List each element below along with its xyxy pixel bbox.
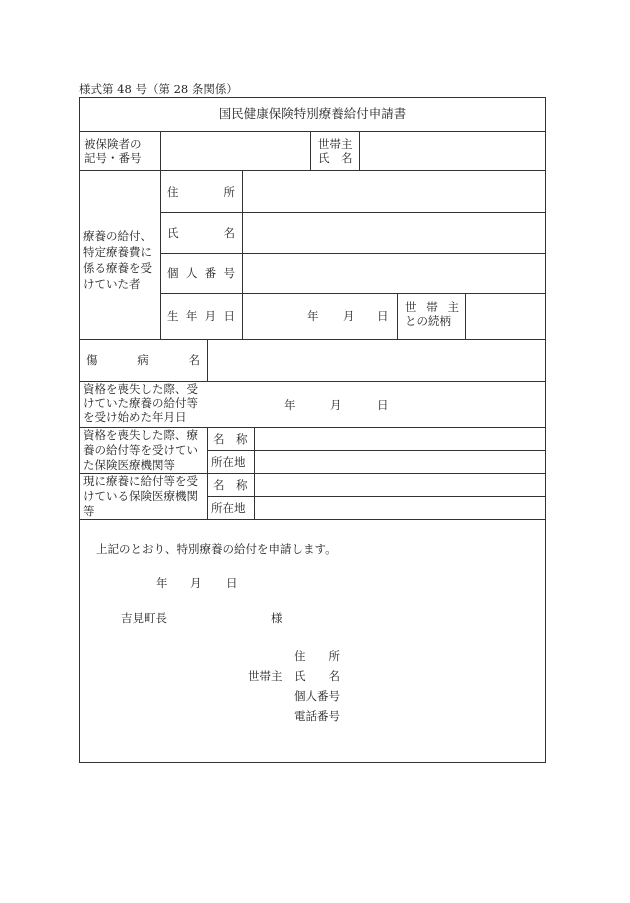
birth-month-unit: 月 <box>343 309 355 323</box>
honorific: 様 <box>271 611 283 625</box>
start-date-field[interactable] <box>208 382 545 427</box>
disease-field[interactable] <box>208 340 545 381</box>
prev-inst-name-label: 名 称 <box>213 432 248 446</box>
applicant-phone-label: 電話番号 <box>294 709 340 723</box>
birth-year-unit: 年 <box>307 309 319 323</box>
addressee: 吉見町長 <box>121 611 167 625</box>
applicant-personal-number-label: 個人番号 <box>294 689 340 703</box>
start-month-unit: 月 <box>330 398 342 412</box>
personal-number-field[interactable] <box>243 254 545 293</box>
start-day-unit: 日 <box>377 398 389 412</box>
curr-institution-label: 現に療養に給付等を受 けている保険医療機関 等 <box>83 474 198 518</box>
form-reference: 様式第 48 号（第 28 条関係） <box>79 82 238 96</box>
apply-month-unit: 月 <box>190 576 202 590</box>
prev-inst-location-field[interactable] <box>255 451 545 473</box>
name-label: 氏名 <box>167 226 235 240</box>
declaration-statement: 上記のとおり、特別療養の給付を申請します。 <box>96 542 337 556</box>
relationship-label: 世帯主 との続柄 <box>405 300 459 328</box>
form-title: 国民健康保険特別療養給付申請書 <box>218 106 407 121</box>
recipient-label: 療養の給付、 特定療養費に 係る療養を受 けていた者 <box>83 229 152 291</box>
birthdate-field[interactable] <box>243 294 397 339</box>
curr-inst-name-field[interactable] <box>255 474 545 496</box>
curr-inst-name-label: 名 称 <box>213 478 248 492</box>
start-year-unit: 年 <box>284 398 296 412</box>
birthdate-label: 生年月日 <box>167 309 235 323</box>
householder-name-field[interactable] <box>360 132 545 170</box>
address-field[interactable] <box>243 171 545 212</box>
personal-number-label: 個人番号 <box>167 266 235 280</box>
applicant-name-label: 氏 名 <box>294 669 340 683</box>
start-date-label: 資格を喪失した際、受 けていた療養の給付等 を受け始めた年月日 <box>83 382 198 424</box>
birth-day-unit: 日 <box>377 309 389 323</box>
insured-number-field[interactable] <box>161 132 310 170</box>
relationship-field[interactable] <box>466 294 545 339</box>
address-label: 住所 <box>167 185 235 199</box>
householder-label: 世帯主 <box>248 669 283 683</box>
name-field[interactable] <box>243 213 545 253</box>
curr-inst-location-label: 所在地 <box>211 501 246 515</box>
prev-inst-name-field[interactable] <box>255 428 545 450</box>
prev-institution-label: 資格を喪失した際、療 養の給付等を受けてい た保険医療機関等 <box>83 428 198 472</box>
apply-day-unit: 日 <box>226 576 238 590</box>
curr-inst-location-field[interactable] <box>255 497 545 519</box>
disease-label: 傷病名 <box>86 353 200 367</box>
insured-number-label: 被保険者の 記号・番号 <box>84 137 142 165</box>
apply-year-unit: 年 <box>156 576 168 590</box>
prev-inst-location-label: 所在地 <box>211 455 246 469</box>
applicant-address-label: 住 所 <box>294 649 340 663</box>
householder-name-label: 世帯主 氏 名 <box>318 137 353 165</box>
